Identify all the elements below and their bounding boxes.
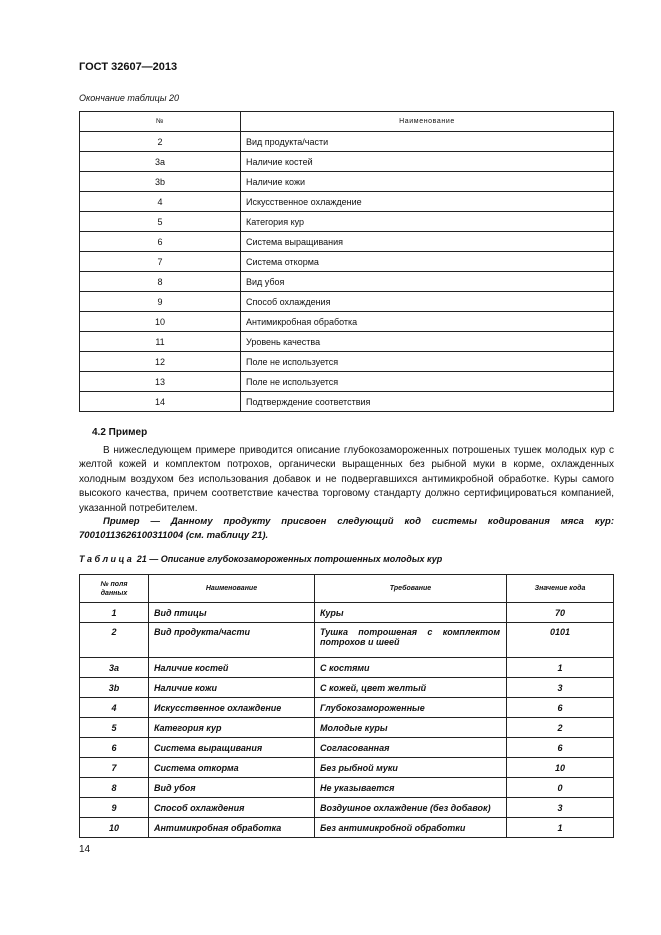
table-row: [80, 312, 614, 332]
cell-name: Вид продукта/части: [149, 623, 315, 658]
cell-number: 7: [80, 252, 241, 272]
table-20-header-row: [80, 112, 614, 132]
table-21-caption: [79, 554, 442, 564]
column-header-code-value: Значение кода: [507, 575, 614, 603]
table-row: [80, 778, 614, 798]
cell-name: Система выращивания: [241, 232, 614, 252]
field-number-header-line1: № поля: [100, 580, 128, 588]
table-row: [80, 738, 614, 758]
table-row: [80, 798, 614, 818]
section-paragraph: В нижеследующем примере приводится описание глубокозамороженных потрошеных тушек молодых кур с желтой кожей и комплектом потрохов, органически выращенных без рыбной муки в корме, охлажденных холодным воздухом без использования добавок и не подвергавшихся антимикробной обработке. Куры самого высокого качества, причем соответствие качества торговому стандарту должно сертифицироваться компанией, указанной потребителем.: [79, 445, 614, 514]
cell-requirement: Молодые куры: [315, 718, 507, 738]
cell-code-value: 1: [507, 818, 614, 838]
cell-name: Вид продукта/части: [241, 132, 614, 152]
cell-code-value: 1: [507, 658, 614, 678]
table-21-caption-text: 21 — Описание глубокозамороженных потрошенных молодых кур: [134, 554, 443, 564]
table-row: [80, 212, 614, 232]
cell-name: Вид убоя: [149, 778, 315, 798]
cell-requirement: Согласованная: [315, 738, 507, 758]
cell-code-value: 3: [507, 678, 614, 698]
cell-number: 5: [80, 212, 241, 232]
section-heading: 4.2 Пример: [92, 427, 148, 438]
table-row: [80, 818, 614, 838]
requirement-line2: потрохов и шеей: [320, 637, 400, 647]
cell-field-number: 3a: [80, 658, 149, 678]
cell-requirement: [315, 623, 507, 658]
cell-field-number: 10: [80, 818, 149, 838]
cell-name: Антимикробная обработка: [149, 818, 315, 838]
cell-name: Подтверждение соответствия: [241, 392, 614, 412]
cell-number: 3b: [80, 172, 241, 192]
column-header-name: Наименование: [241, 112, 614, 132]
cell-requirement: С кожей, цвет желтый: [315, 678, 507, 698]
column-header-requirement: Требование: [315, 575, 507, 603]
cell-field-number: 2: [80, 623, 149, 658]
cell-name: Система выращивания: [149, 738, 315, 758]
cell-name: Наличие костей: [241, 152, 614, 172]
cell-name: Вид убоя: [241, 272, 614, 292]
cell-field-number: 4: [80, 698, 149, 718]
cell-name: Поле не используется: [241, 352, 614, 372]
table-row: [80, 272, 614, 292]
cell-name: Категория кур: [149, 718, 315, 738]
cell-number: 13: [80, 372, 241, 392]
cell-name: Категория кур: [241, 212, 614, 232]
cell-name: Способ охлаждения: [149, 798, 315, 818]
field-number-header-line2: данных: [100, 589, 128, 597]
cell-number: 3a: [80, 152, 241, 172]
table-row: [80, 152, 614, 172]
table-row: [80, 718, 614, 738]
cell-code-value: 0: [507, 778, 614, 798]
column-header-field-number: [80, 575, 149, 603]
table-21: [79, 574, 614, 838]
cell-name: Наличие кожи: [149, 678, 315, 698]
table-row: [80, 392, 614, 412]
column-header-number: №: [80, 112, 241, 132]
cell-number: 8: [80, 272, 241, 292]
cell-code-value: 10: [507, 758, 614, 778]
cell-name: Способ охлаждения: [241, 292, 614, 312]
cell-field-number: 1: [80, 603, 149, 623]
table-row: [80, 172, 614, 192]
table-row: [80, 698, 614, 718]
column-header-name: Наименование: [149, 575, 315, 603]
table-row: [80, 132, 614, 152]
cell-field-number: 6: [80, 738, 149, 758]
cell-code-value: 6: [507, 698, 614, 718]
cell-field-number: 5: [80, 718, 149, 738]
cell-field-number: 9: [80, 798, 149, 818]
example-paragraph: Пример — Данному продукту присвоен следующий код системы кодирования мяса кур: 7001011362610031100​4 (см. таблицу 21).: [79, 516, 614, 541]
table-row: [80, 658, 614, 678]
table-21-header-row: [80, 575, 614, 603]
table-row: [80, 192, 614, 212]
cell-code-value: 3: [507, 798, 614, 818]
table-row: [80, 252, 614, 272]
cell-requirement: Без рыбной муки: [315, 758, 507, 778]
table-row: [80, 352, 614, 372]
cell-number: 6: [80, 232, 241, 252]
cell-number: 10: [80, 312, 241, 332]
cell-number: 2: [80, 132, 241, 152]
table-row: [80, 232, 614, 252]
cell-name: Наличие кожи: [241, 172, 614, 192]
cell-name: Система откорма: [149, 758, 315, 778]
cell-code-value: 0101: [507, 623, 614, 658]
requirement-line1: Тушка потрошеная с комплектом: [320, 627, 500, 637]
cell-code-value: 70: [507, 603, 614, 623]
cell-code-value: 2: [507, 718, 614, 738]
cell-number: 4: [80, 192, 241, 212]
table-row: [80, 623, 614, 658]
cell-field-number: 8: [80, 778, 149, 798]
cell-requirement: Глубокозамороженные: [315, 698, 507, 718]
table-row: [80, 332, 614, 352]
cell-name: Поле не используется: [241, 372, 614, 392]
cell-field-number: 3b: [80, 678, 149, 698]
page-number: 14: [79, 844, 91, 855]
cell-name: Вид птицы: [149, 603, 315, 623]
cell-requirement: Воздушное охлаждение (без добавок): [315, 798, 507, 818]
table-row: [80, 678, 614, 698]
cell-number: 14: [80, 392, 241, 412]
cell-number: 11: [80, 332, 241, 352]
cell-number: 9: [80, 292, 241, 312]
cell-requirement: С костями: [315, 658, 507, 678]
cell-name: Уровень качества: [241, 332, 614, 352]
table-20: [79, 111, 614, 412]
standard-number: ГОСТ 32607—2013: [79, 61, 178, 73]
cell-name: Искусственное охлаждение: [149, 698, 315, 718]
table-row: [80, 758, 614, 778]
cell-code-value: 6: [507, 738, 614, 758]
table-continuation-label: Окончание таблицы 20: [79, 93, 179, 103]
cell-requirement: Куры: [315, 603, 507, 623]
table-21-caption-label: Таблица: [79, 554, 135, 564]
cell-name: Искусственное охлаждение: [241, 192, 614, 212]
cell-requirement: Без антимикробной обработки: [315, 818, 507, 838]
table-row: [80, 372, 614, 392]
cell-requirement: Не указывается: [315, 778, 507, 798]
table-row: [80, 292, 614, 312]
cell-name: Наличие костей: [149, 658, 315, 678]
table-row: [80, 603, 614, 623]
cell-field-number: 7: [80, 758, 149, 778]
cell-name: Система откорма: [241, 252, 614, 272]
cell-name: Антимикробная обработка: [241, 312, 614, 332]
cell-number: 12: [80, 352, 241, 372]
